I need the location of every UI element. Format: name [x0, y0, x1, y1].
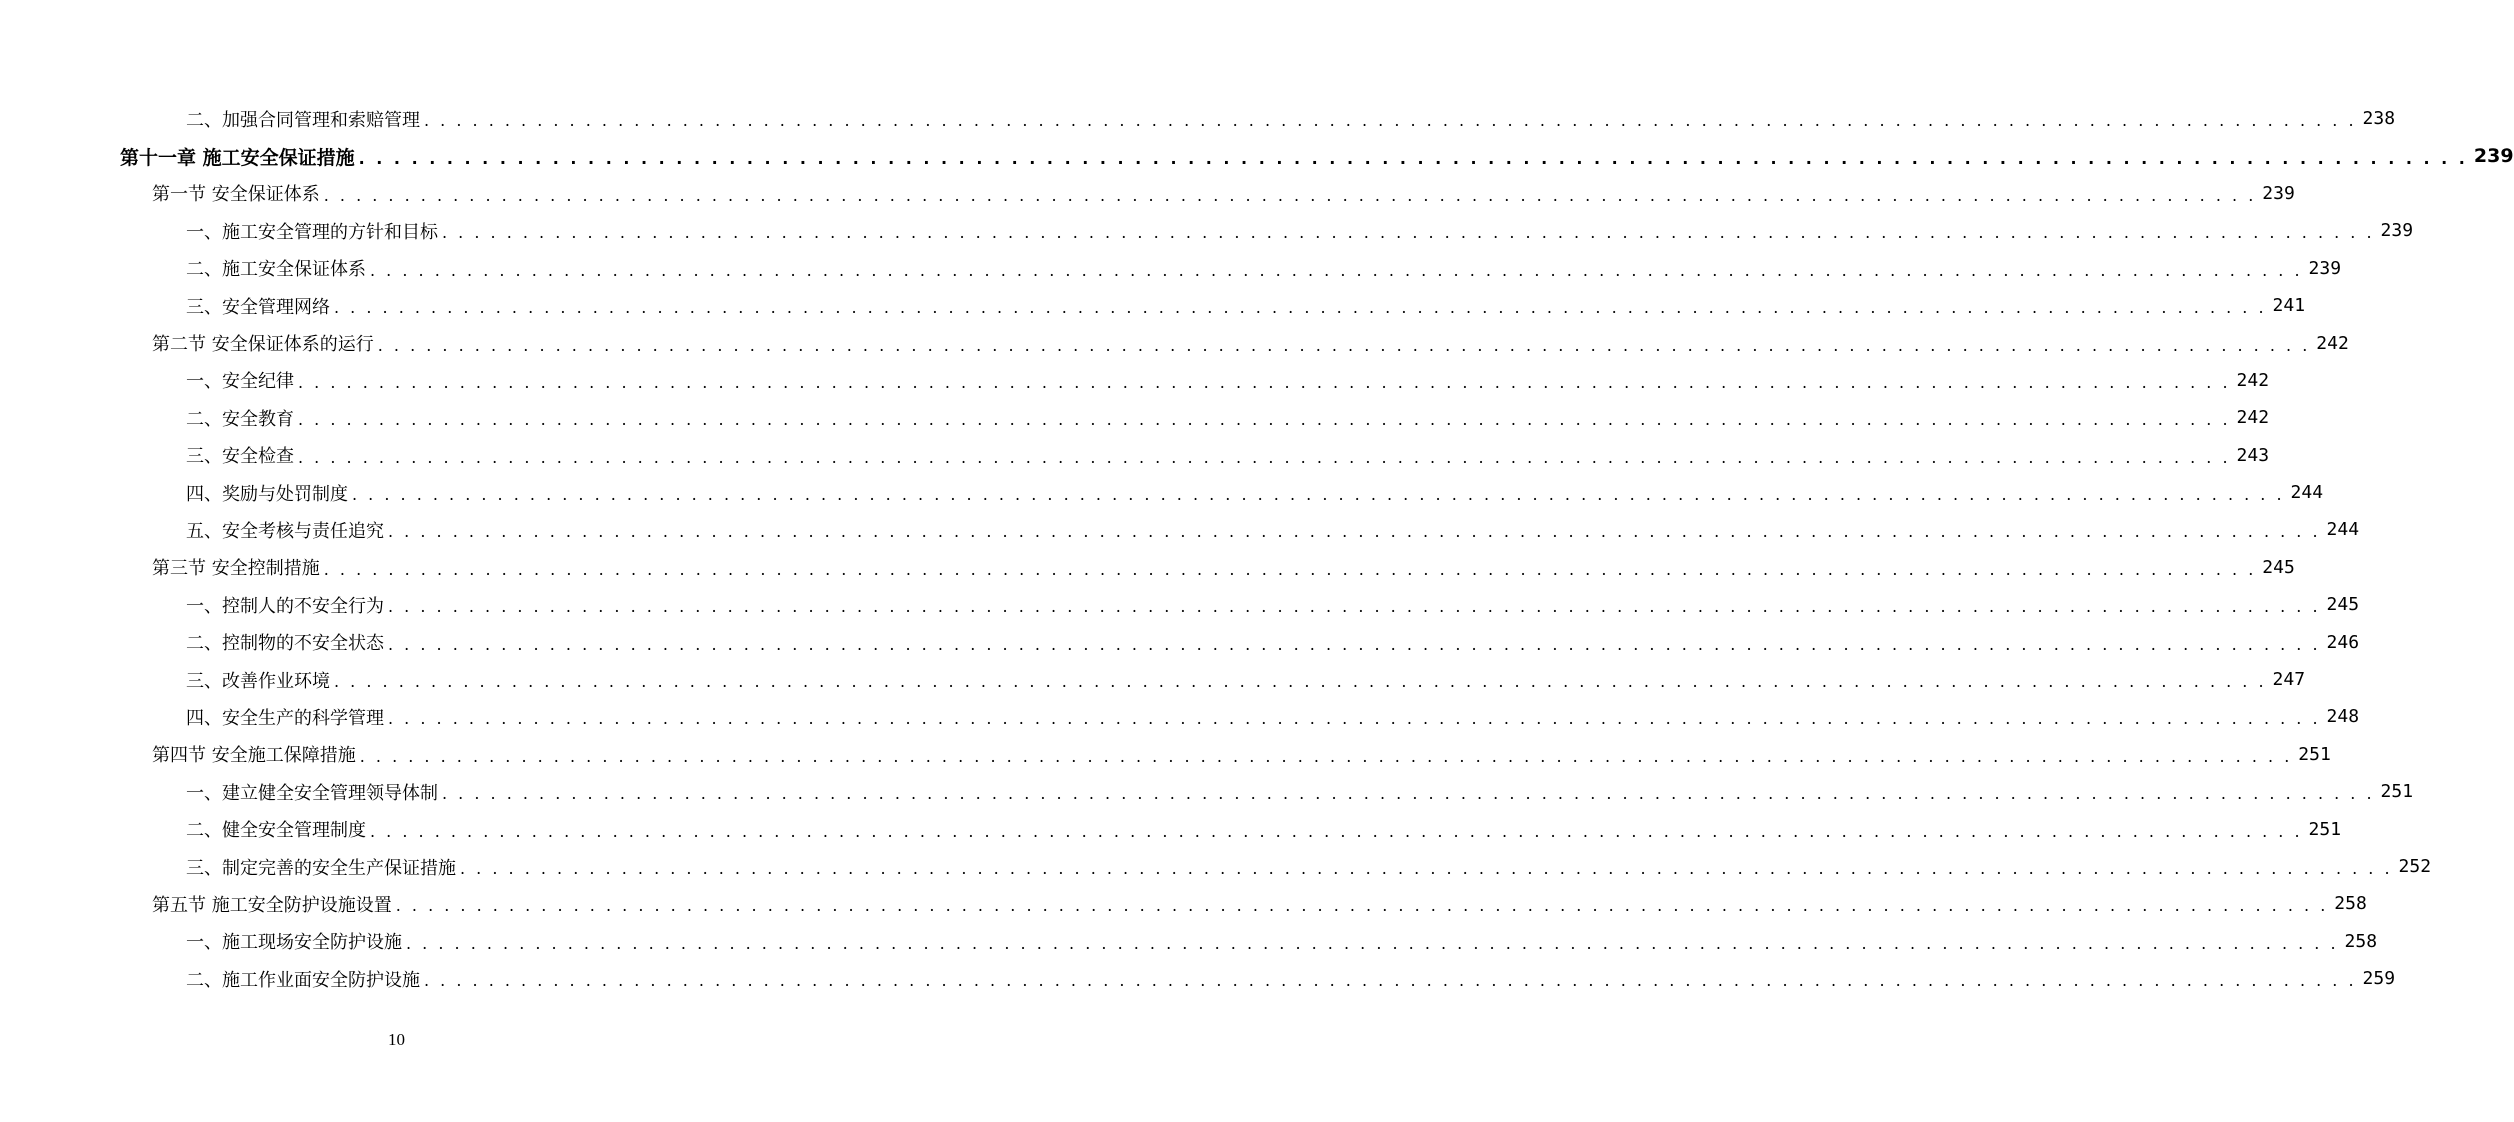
- dot-leader: . . . . . . . . . . . . . . . . . . . . . . . . . . . . . . . . . . . . . . . . . . . . . . . . . . . . . . . . . . . . . . . . . . . . . . . . . . . . . . . . . . . . . . . . . . . . . . . . . . . . . . . . . . . . . . . . . . . . . . . .: [388, 522, 2321, 542]
- toc-entry: [0, 100, 2396, 137]
- toc-entry: [0, 810, 2342, 847]
- toc-entry-page: 239: [2473, 145, 2514, 168]
- dot-leader: . . . . . . . . . . . . . . . . . . . . . . . . . . . . . . . . . . . . . . . . . . . . . . . . . . . . . . . . . . . . . . . . . . . . . . . . . . . . . . . . . . . . . . . . . . . . . . . . . . . . . . . . . . . . . . . . . . . . . . . .: [388, 709, 2321, 729]
- table-of-contents: [0, 100, 2514, 997]
- toc-entry-page: 258: [2344, 930, 2378, 952]
- toc-entry-title: 四、奖励与处罚制度: [186, 483, 348, 505]
- toc-entry-page: 239: [2380, 220, 2414, 242]
- toc-entry-title: 三、制定完善的安全生产保证措施: [186, 857, 456, 879]
- dot-leader: . . . . . . . . . . . . . . . . . . . . . . . . . . . . . . . . . . . . . . . . . . . . . . . . . . . . . . . . . . . . . . . . . . . . . . . . . . . . . . . . . . . . . . . . . . . . . . . . . . . . . . . . . . . . . . . . . . . . . . . .: [377, 335, 2311, 355]
- toc-entry: [0, 549, 2295, 586]
- toc-entry: [0, 175, 2295, 212]
- toc-entry-title: 第二节 安全保证体系的运行: [152, 334, 374, 356]
- toc-entry-page: 247: [2272, 669, 2306, 691]
- dot-leader: . . . . . . . . . . . . . . . . . . . . . . . . . . . . . . . . . . . . . . . . . . . . . . . . . . . . . . . . . . . . . . . . . . . . . . . . . . . . . . . . . . . . . . . . . . . . . . . . . . . . . . . . . . . . . . . . . . . . . . . .: [359, 746, 2293, 766]
- dot-leader: . . . . . . . . . . . . . . . . . . . . . . . . . . . . . . . . . . . . . . . . . . . . . . . . . . . . . . . . . . . . . . . . . . . . . . . . . . . . . . . . . . . . . . . . . . . . . . . . . . . . . . . . . . . . . . . . . . . . . . . .: [323, 185, 2257, 205]
- toc-entry-page: 242: [2236, 407, 2270, 429]
- toc-entry-page: 251: [2380, 781, 2414, 803]
- toc-entry-title: 二、控制物的不安全状态: [186, 633, 384, 655]
- toc-entry-page: 251: [2308, 818, 2342, 840]
- toc-entry-title: 第十一章 施工安全保证措施: [120, 146, 355, 169]
- toc-entry-page: 242: [2236, 369, 2270, 391]
- toc-entry: [0, 736, 2331, 773]
- dot-leader: . . . . . . . . . . . . . . . . . . . . . . . . . . . . . . . . . . . . . . . . . . . . . . . . . . . . . . . . . . . . . . . . . . . . . . . . . . . . . . . . . . . . . . . . . . . . . . . . . . . . . . . . . . . . . . . . . . . . . . . .: [370, 821, 2303, 841]
- dot-leader: . . . . . . . . . . . . . . . . . . . . . . . . . . . . . . . . . . . . . . . . . . . . . . . . . . . . . . . . . . . . . . . . . . . . . . . . . . . . . . . . . . . . . . . . . . . . . . . . . . . . . . . . . . . . . . . . . . . . . . . .: [395, 896, 2329, 916]
- toc-entry-title: 三、安全检查: [186, 446, 294, 468]
- toc-entry-title: 第五节 施工安全防护设施设置: [152, 894, 392, 916]
- dot-leader: . . . . . . . . . . . . . . . . . . . . . . . . . . . . . . . . . . . . . . . . . . . . . . . . . . . . . . . . . . . . . . . . . . . . . . . . . . . . . . . . . . . . . . . . . . . . . . . . . . . . . . . . . . . . . . . . . . . . . . . .: [442, 223, 2375, 243]
- toc-entry-title: 一、施工现场安全防护设施: [186, 932, 402, 954]
- toc-entry-title: 第一节 安全保证体系: [152, 184, 320, 206]
- toc-entry-page: 246: [2326, 631, 2360, 653]
- toc-entry: [0, 399, 2270, 436]
- toc-entry-title: 二、施工作业面安全防护设施: [186, 969, 420, 991]
- toc-entry-page: 241: [2272, 295, 2306, 317]
- toc-entry-page: 245: [2326, 594, 2360, 616]
- toc-entry-page: 248: [2326, 706, 2360, 728]
- toc-entry: [0, 362, 2270, 399]
- dot-leader: . . . . . . . . . . . . . . . . . . . . . . . . . . . . . . . . . . . . . . . . . . . . . . . . . . . . . . . . . . . . . . . . . . . . . . . . . . . . . . . . . . . . . . . . . . . . . . . . . . . . . . . . . . . . . . . . . . . . . . . .: [388, 597, 2321, 617]
- dot-leader: . . . . . . . . . . . . . . . . . . . . . . . . . . . . . . . . . . . . . . . . . . . . . . . . . . . . . . . . . . . . . . . . . . . . . . . . . . . . . . . . . . . . . . . . . . . . . . . . . . . . . . . . . . . . . . . . . . . . . . . .: [334, 298, 2267, 318]
- toc-entry: [0, 511, 2360, 548]
- dot-leader: . . . . . . . . . . . . . . . . . . . . . . . . . . . . . . . . . . . . . . . . . . . . . . . . . . . . . . . . . . . . . . . . . . . . . . . . . . . . . . . . . . . . . . . . . . . . . . . . . . . . . . . . . . . . . . . . . . . . . . . .: [424, 111, 2357, 131]
- toc-entry-title: 第三节 安全控制措施: [152, 558, 320, 580]
- toc-entry-title: 第四节 安全施工保障措施: [152, 745, 356, 767]
- toc-entry-page: 259: [2362, 968, 2396, 990]
- toc-entry-page: 244: [2326, 519, 2360, 541]
- dot-leader: . . . . . . . . . . . . . . . . . . . . . . . . . . . . . . . . . . . . . . . . . . . . . . . . . . . . . . . . . . . . . . . . . . . . . . . . . . . . . . . . . . . . . . . . . . . . . . . . . . . . . . . . . . . . . . . . . . . . . . . .: [370, 260, 2303, 280]
- dot-leader: . . . . . . . . . . . . . . . . . . . . . . . . . . . . . . . . . . . . . . . . . . . . . . . . . . . . . . . . . . . . . . . . . . . . . . . . . . . . . . . . . . . . . . . . . . . . . . . . . . . . . . . . . . . . . . . . . . . . . . . .: [358, 148, 2468, 168]
- toc-entry-title: 二、加强合同管理和索赔管理: [186, 109, 420, 131]
- toc-entry: [0, 212, 2414, 249]
- toc-entry-title: 一、施工安全管理的方针和目标: [186, 221, 438, 243]
- toc-entry-title: 二、安全教育: [186, 408, 294, 430]
- toc-entry: [0, 623, 2360, 660]
- toc-entry: [0, 287, 2306, 324]
- toc-entry: [0, 474, 2324, 511]
- dot-leader: . . . . . . . . . . . . . . . . . . . . . . . . . . . . . . . . . . . . . . . . . . . . . . . . . . . . . . . . . . . . . . . . . . . . . . . . . . . . . . . . . . . . . . . . . . . . . . . . . . . . . . . . . . . . . . . . . . . . . . . .: [460, 859, 2393, 878]
- toc-entry: [0, 960, 2396, 997]
- toc-entry-page: 258: [2334, 893, 2367, 915]
- toc-entry: [0, 586, 2360, 623]
- dot-leader: . . . . . . . . . . . . . . . . . . . . . . . . . . . . . . . . . . . . . . . . . . . . . . . . . . . . . . . . . . . . . . . . . . . . . . . . . . . . . . . . . . . . . . . . . . . . . . . . . . . . . . . . . . . . . . . . . . . . . . . .: [298, 447, 2231, 467]
- dot-leader: . . . . . . . . . . . . . . . . . . . . . . . . . . . . . . . . . . . . . . . . . . . . . . . . . . . . . . . . . . . . . . . . . . . . . . . . . . . . . . . . . . . . . . . . . . . . . . . . . . . . . . . . . . . . . . . . . . . . . . . .: [388, 634, 2321, 654]
- dot-leader: . . . . . . . . . . . . . . . . . . . . . . . . . . . . . . . . . . . . . . . . . . . . . . . . . . . . . . . . . . . . . . . . . . . . . . . . . . . . . . . . . . . . . . . . . . . . . . . . . . . . . . . . . . . . . . . . . . . . . . . .: [298, 372, 2231, 392]
- toc-entry-title: 三、改善作业环境: [186, 670, 330, 692]
- dot-leader: . . . . . . . . . . . . . . . . . . . . . . . . . . . . . . . . . . . . . . . . . . . . . . . . . . . . . . . . . . . . . . . . . . . . . . . . . . . . . . . . . . . . . . . . . . . . . . . . . . . . . . . . . . . . . . . . . . . . . . . .: [334, 672, 2267, 692]
- toc-entry-page: 239: [2308, 257, 2342, 279]
- dot-leader: . . . . . . . . . . . . . . . . . . . . . . . . . . . . . . . . . . . . . . . . . . . . . . . . . . . . . . . . . . . . . . . . . . . . . . . . . . . . . . . . . . . . . . . . . . . . . . . . . . . . . . . . . . . . . . . . . . . . . . . .: [406, 933, 2339, 953]
- toc-entry-page: 238: [2362, 108, 2396, 130]
- toc-entry: [0, 773, 2414, 810]
- dot-leader: . . . . . . . . . . . . . . . . . . . . . . . . . . . . . . . . . . . . . . . . . . . . . . . . . . . . . . . . . . . . . . . . . . . . . . . . . . . . . . . . . . . . . . . . . . . . . . . . . . . . . . . . . . . . . . . . . . . . . . . .: [352, 485, 2285, 505]
- toc-entry-page: 243: [2236, 444, 2270, 466]
- toc-entry-page: 252: [2398, 856, 2432, 877]
- toc-entry-title: 一、控制人的不安全行为: [186, 595, 384, 617]
- page-number: 10: [388, 1030, 405, 1049]
- toc-entry: [0, 885, 2367, 922]
- toc-entry: [0, 923, 2378, 960]
- dot-leader: . . . . . . . . . . . . . . . . . . . . . . . . . . . . . . . . . . . . . . . . . . . . . . . . . . . . . . . . . . . . . . . . . . . . . . . . . . . . . . . . . . . . . . . . . . . . . . . . . . . . . . . . . . . . . . . . . . . . . . . .: [424, 971, 2357, 991]
- toc-entry-title: 二、施工安全保证体系: [186, 259, 366, 281]
- dot-leader: . . . . . . . . . . . . . . . . . . . . . . . . . . . . . . . . . . . . . . . . . . . . . . . . . . . . . . . . . . . . . . . . . . . . . . . . . . . . . . . . . . . . . . . . . . . . . . . . . . . . . . . . . . . . . . . . . . . . . . . .: [442, 784, 2375, 804]
- toc-entry-title: 三、安全管理网络: [186, 296, 330, 318]
- toc-entry-page: 245: [2262, 556, 2295, 578]
- toc-entry: [0, 848, 2432, 885]
- dot-leader: . . . . . . . . . . . . . . . . . . . . . . . . . . . . . . . . . . . . . . . . . . . . . . . . . . . . . . . . . . . . . . . . . . . . . . . . . . . . . . . . . . . . . . . . . . . . . . . . . . . . . . . . . . . . . . . . . . . . . . . .: [323, 559, 2257, 579]
- toc-entry-title: 四、安全生产的科学管理: [186, 707, 384, 729]
- toc-entry-title: 一、安全纪律: [186, 371, 294, 393]
- toc-entry-title: 二、健全安全管理制度: [186, 820, 366, 842]
- toc-entry-page: 239: [2262, 182, 2295, 204]
- toc-entry-page: 244: [2290, 482, 2324, 504]
- toc-entry-title: 五、安全考核与责任追究: [186, 520, 384, 542]
- toc-entry: [0, 698, 2360, 735]
- toc-entry-page: 242: [2316, 332, 2349, 354]
- toc-entry: [0, 437, 2270, 474]
- toc-entry: [0, 250, 2342, 287]
- toc-entry-page: 251: [2298, 743, 2331, 765]
- dot-leader: . . . . . . . . . . . . . . . . . . . . . . . . . . . . . . . . . . . . . . . . . . . . . . . . . . . . . . . . . . . . . . . . . . . . . . . . . . . . . . . . . . . . . . . . . . . . . . . . . . . . . . . . . . . . . . . . . . . . . . . .: [298, 410, 2231, 430]
- toc-entry: [0, 324, 2349, 361]
- toc-entry: [0, 661, 2306, 698]
- toc-entry: [0, 137, 2514, 174]
- toc-entry-title: 一、建立健全安全管理领导体制: [186, 782, 438, 804]
